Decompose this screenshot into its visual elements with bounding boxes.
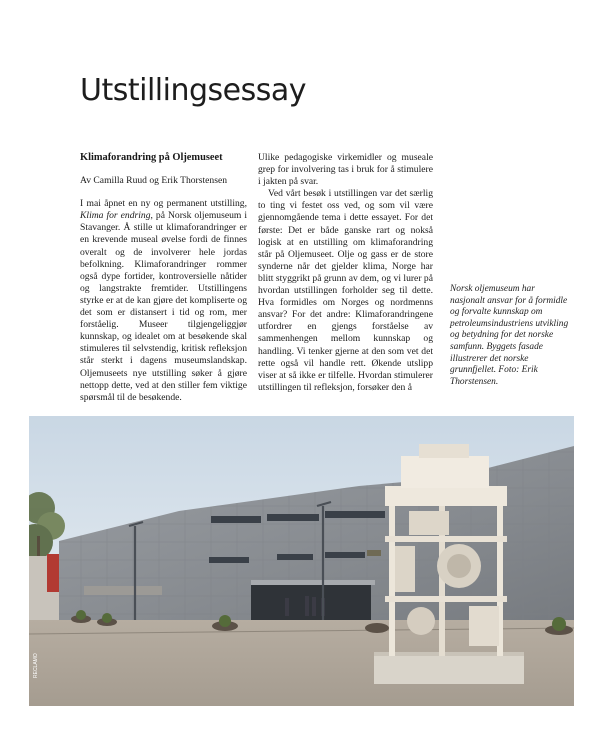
paragraph-body: Ved vårt besøk i utstillingen var det særlig to ting vi festet oss ved, og som vil være gjennomgående tema i dette essayet. For det første: Det er både ganske rart og nokså logisk at en utstilling om klimaforandring står på Oljemuseet. Olje og gass er de store synderne når det gjelder klima, Norge har blitt styggrikt på grunn av dem, og vi lurer på hvordan utstillingen forholder seg til dette. Hva formidles om Norges og nordmenns ansvar? For det andre: Klimaforandringene utfordrer en gjengs forståelse av sammenhengen mellom kunnskap og handling. Vi tenker gjerne at den som vet det rette også vil handle rett. Økende utslipp viser at så ikke er tilfelle. Hvordan stimulerer utstillingen til refleksjon, forsøker den å [258,188,433,393]
photo-side-label: RECLAMO [33,653,39,678]
museum-photo [29,416,574,706]
byline: Av Camilla Ruud og Erik Thorstensen [80,175,227,187]
paragraph-intro [80,198,247,404]
text-column-1 [80,152,247,404]
article-title: Klimaforandring på Oljemuseet [80,152,223,163]
section-title: Utstillingsessay [80,73,306,108]
paragraph-intro-start: I mai åpnet en ny og permanent utstilling, [80,198,247,210]
text-column-2 [258,152,433,394]
photo-caption: Norsk oljemuseum har nasjonalt ansvar for å formidle og forvalte kunnskap om petroleumsindustriens utvikling og betydning for det norske samfunn. Byggets fasade illustrerer det norske grunnfjellet. Foto: Erik Thorstensen. [450,284,569,387]
paragraph-continuation: Ulike pedagogiske virkemidler og museale grep for involvering tas i bruk for å stimulere i jakten på svar. [258,152,433,188]
canopy [84,586,162,595]
paragraph-intro-rest: , på Norsk oljemuseum i Stavanger. Å stille ut klimaforandringer er en krevende museal øvelse fordi de finnes overalt og de involverer hele jordas befolkning. Klimaforandringer rommer også dype fortider, kontroversielle nåtider og langstrakte fremtider. Utstillingens styrke er at de kan gjøre det kompliserte og det som er distansert i tid og rom, mer forståelig. Museer tilgjengeliggjør kunnskap, og idealet om at besøkende skal stimuleres til selvstendig, kritisk refleksjon står sterkt i dagens museumslandskap. Oljemuseets nye utstilling søker å gjøre nettopp dette, ved at den stiller fem viktige spørsmål til de besøkende. [80,210,248,403]
exhibition-title: Klima for endring [80,210,151,222]
